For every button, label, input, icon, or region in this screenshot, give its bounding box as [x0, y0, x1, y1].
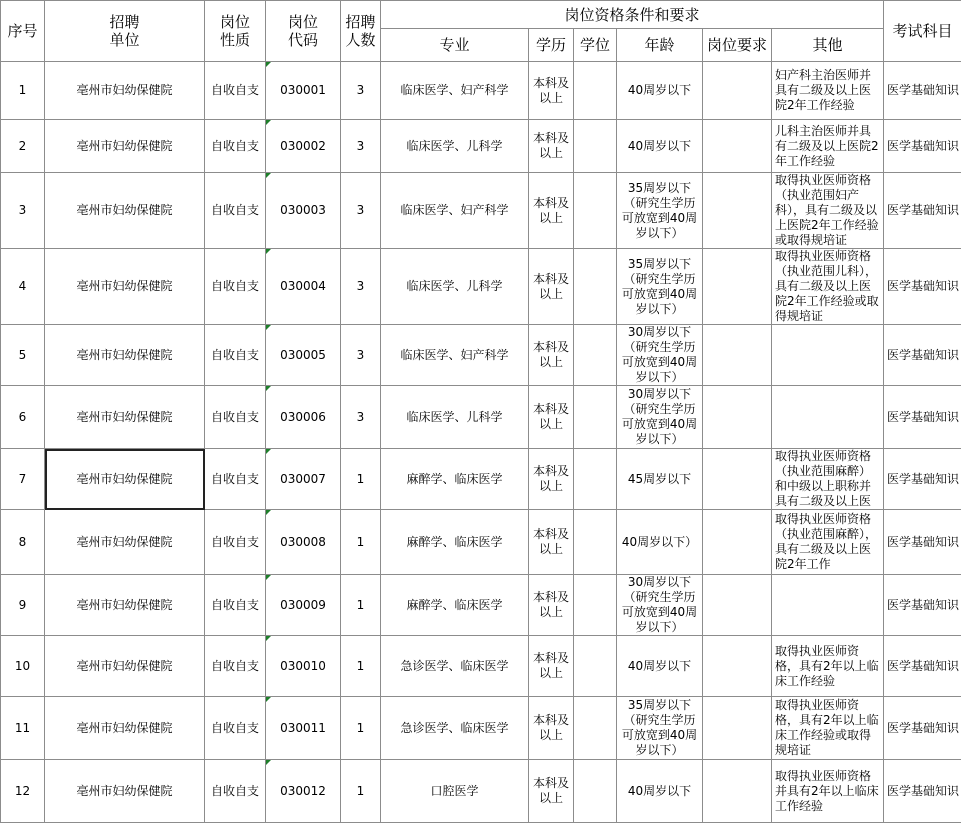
- cell-other[interactable]: 取得执业医师资格，具有2年以上临床工作经验: [772, 636, 884, 697]
- cell-age[interactable]: 40周岁以下: [617, 636, 703, 697]
- cell-age[interactable]: 40周岁以下）: [617, 510, 703, 575]
- cell-req[interactable]: [703, 575, 772, 636]
- cell-unit[interactable]: 亳州市妇幼保健院: [45, 62, 205, 120]
- cell-edu[interactable]: 本科及以上: [529, 386, 574, 449]
- cell-code[interactable]: [266, 697, 341, 760]
- table-row: [1, 62, 961, 120]
- cell-edu[interactable]: 本科及以上: [529, 510, 574, 575]
- comment-marker-icon: [266, 173, 271, 178]
- header-degree: 学位: [574, 29, 617, 62]
- cell-exam[interactable]: 医学基础知识: [884, 449, 961, 510]
- cell-count[interactable]: 1: [341, 575, 381, 636]
- table-row: [1, 325, 961, 386]
- header-exam: 考试科目: [884, 1, 961, 62]
- cell-exam[interactable]: 医学基础知识: [884, 575, 961, 636]
- comment-marker-icon: [266, 120, 271, 125]
- cell-degree[interactable]: [574, 697, 617, 760]
- cell-edu[interactable]: 本科及以上: [529, 449, 574, 510]
- cell-seq[interactable]: 4: [1, 249, 45, 325]
- cell-exam[interactable]: 医学基础知识: [884, 62, 961, 120]
- cell-code[interactable]: [266, 120, 341, 173]
- cell-age[interactable]: 40周岁以下: [617, 760, 703, 823]
- cell-req[interactable]: [703, 697, 772, 760]
- cell-code[interactable]: [266, 325, 341, 386]
- cell-major[interactable]: 急诊医学、临床医学: [381, 636, 529, 697]
- cell-degree[interactable]: [574, 325, 617, 386]
- cell-exam[interactable]: 医学基础知识: [884, 325, 961, 386]
- cell-req[interactable]: [703, 249, 772, 325]
- comment-marker-icon: [266, 386, 271, 391]
- cell-req[interactable]: [703, 386, 772, 449]
- table-row: [1, 697, 961, 760]
- cell-other[interactable]: 取得执业医师资格并具有2年以上临床工作经验: [772, 760, 884, 823]
- cell-count[interactable]: 1: [341, 697, 381, 760]
- cell-other[interactable]: 取得执业医师资格，具有2年以上临床工作经验或取得规培证: [772, 697, 884, 760]
- cell-edu[interactable]: 本科及以上: [529, 575, 574, 636]
- cell-count[interactable]: 3: [341, 173, 381, 249]
- header-group: 岗位资格条件和要求: [381, 1, 884, 29]
- cell-nature[interactable]: 自收自支: [205, 760, 266, 823]
- cell-seq[interactable]: 10: [1, 636, 45, 697]
- comment-marker-icon: [266, 510, 271, 515]
- cell-code[interactable]: [266, 510, 341, 575]
- cell-code-text: 030004: [280, 279, 326, 293]
- comment-marker-icon: [266, 760, 271, 765]
- cell-seq[interactable]: 6: [1, 386, 45, 449]
- cell-nature[interactable]: 自收自支: [205, 62, 266, 120]
- cell-exam[interactable]: 医学基础知识: [884, 510, 961, 575]
- cell-degree[interactable]: [574, 636, 617, 697]
- cell-age[interactable]: 30周岁以下（研究生学历可放宽到40周岁以下）: [617, 325, 703, 386]
- cell-unit[interactable]: 亳州市妇幼保健院: [45, 249, 205, 325]
- cell-other[interactable]: 取得执业医师资格（执业范围麻醉），具有二级及以上医院2年工作: [772, 510, 884, 575]
- cell-exam[interactable]: 医学基础知识: [884, 760, 961, 823]
- cell-code-text: 030001: [280, 83, 326, 97]
- cell-age[interactable]: 35周岁以下（研究生学历可放宽到40周岁以下）: [617, 697, 703, 760]
- cell-degree[interactable]: [574, 173, 617, 249]
- cell-major[interactable]: 临床医学、妇产科学: [381, 173, 529, 249]
- table-row: [1, 449, 961, 510]
- cell-seq[interactable]: 7: [1, 449, 45, 510]
- cell-edu[interactable]: 本科及以上: [529, 325, 574, 386]
- cell-age[interactable]: 40周岁以下: [617, 120, 703, 173]
- cell-code-text: 030006: [280, 410, 326, 424]
- cell-req[interactable]: [703, 760, 772, 823]
- cell-nature[interactable]: 自收自支: [205, 249, 266, 325]
- cell-edu[interactable]: 本科及以上: [529, 697, 574, 760]
- cell-degree[interactable]: [574, 575, 617, 636]
- cell-count[interactable]: 1: [341, 510, 381, 575]
- table-row: [1, 386, 961, 449]
- cell-exam[interactable]: 医学基础知识: [884, 636, 961, 697]
- cell-unit[interactable]: 亳州市妇幼保健院: [45, 697, 205, 760]
- cell-other[interactable]: 取得执业医师资格（执业范围麻醉）和中级以上职称并具有二级及以上医: [772, 449, 884, 510]
- cell-code-text: 030002: [280, 139, 326, 153]
- cell-code-text: 030005: [280, 348, 326, 362]
- cell-major[interactable]: 急诊医学、临床医学: [381, 697, 529, 760]
- cell-count[interactable]: 3: [341, 120, 381, 173]
- cell-unit[interactable]: 亳州市妇幼保健院: [45, 120, 205, 173]
- cell-unit[interactable]: 亳州市妇幼保健院: [45, 636, 205, 697]
- cell-exam[interactable]: 医学基础知识: [884, 120, 961, 173]
- cell-code[interactable]: [266, 575, 341, 636]
- cell-count[interactable]: 1: [341, 760, 381, 823]
- cell-major[interactable]: 口腔医学: [381, 760, 529, 823]
- cell-req[interactable]: [703, 510, 772, 575]
- header-age: 年龄: [617, 29, 703, 62]
- cell-age[interactable]: 30周岁以下（研究生学历可放宽到40周岁以下）: [617, 575, 703, 636]
- cell-seq[interactable]: 9: [1, 575, 45, 636]
- cell-code[interactable]: [266, 249, 341, 325]
- header-seq: 序号: [1, 1, 45, 62]
- cell-age[interactable]: 35周岁以下（研究生学历可放宽到40周岁以下）: [617, 249, 703, 325]
- cell-other[interactable]: [772, 575, 884, 636]
- cell-seq[interactable]: 12: [1, 760, 45, 823]
- cell-code-text: 030011: [280, 721, 326, 735]
- cell-degree[interactable]: [574, 449, 617, 510]
- cell-unit[interactable]: 亳州市妇幼保健院: [45, 760, 205, 823]
- cell-degree[interactable]: [574, 120, 617, 173]
- table-row: [1, 173, 961, 249]
- cell-req[interactable]: [703, 62, 772, 120]
- cell-other[interactable]: 取得执业医师资格（执业范围妇产科），具有二级及以上医院2年工作经验或取得规培证: [772, 173, 884, 249]
- cell-edu[interactable]: 本科及以上: [529, 173, 574, 249]
- cell-exam[interactable]: 医学基础知识: [884, 697, 961, 760]
- header-edu: 学历: [529, 29, 574, 62]
- cell-unit[interactable]: 亳州市妇幼保健院: [45, 325, 205, 386]
- table-header: [1, 1, 961, 62]
- cell-edu[interactable]: 本科及以上: [529, 120, 574, 173]
- cell-nature[interactable]: 自收自支: [205, 325, 266, 386]
- cell-unit[interactable]: 亳州市妇幼保健院: [45, 173, 205, 249]
- cell-seq[interactable]: 11: [1, 697, 45, 760]
- cell-req[interactable]: [703, 173, 772, 249]
- comment-marker-icon: [266, 62, 271, 67]
- header-nature: 岗位 性质: [205, 1, 266, 62]
- cell-count[interactable]: 3: [341, 62, 381, 120]
- cell-age[interactable]: 40周岁以下: [617, 62, 703, 120]
- cell-code[interactable]: [266, 62, 341, 120]
- cell-nature[interactable]: 自收自支: [205, 386, 266, 449]
- cell-exam[interactable]: 医学基础知识: [884, 386, 961, 449]
- cell-count[interactable]: 3: [341, 386, 381, 449]
- cell-code[interactable]: [266, 386, 341, 449]
- cell-code[interactable]: [266, 173, 341, 249]
- cell-major[interactable]: 临床医学、妇产科学: [381, 325, 529, 386]
- cell-nature[interactable]: 自收自支: [205, 120, 266, 173]
- cell-major[interactable]: 麻醉学、临床医学: [381, 575, 529, 636]
- cell-age[interactable]: 30周岁以下（研究生学历可放宽到40周岁以下）: [617, 386, 703, 449]
- cell-other[interactable]: 儿科主治医师并具有二级及以上医院2年工作经验: [772, 120, 884, 173]
- cell-degree[interactable]: [574, 62, 617, 120]
- table-row: [1, 249, 961, 325]
- comment-marker-icon: [266, 325, 271, 330]
- table-row: [1, 510, 961, 575]
- cell-count[interactable]: 1: [341, 636, 381, 697]
- cell-age[interactable]: 35周岁以下（研究生学历可放宽到40周岁以下）: [617, 173, 703, 249]
- header-code: 岗位 代码: [266, 1, 341, 62]
- cell-nature[interactable]: 自收自支: [205, 173, 266, 249]
- comment-marker-icon: [266, 449, 271, 454]
- cell-major[interactable]: 临床医学、儿科学: [381, 386, 529, 449]
- cell-edu[interactable]: 本科及以上: [529, 760, 574, 823]
- cell-code[interactable]: [266, 449, 341, 510]
- cell-major[interactable]: 临床医学、儿科学: [381, 249, 529, 325]
- table-body: [1, 62, 961, 823]
- cell-code[interactable]: [266, 760, 341, 823]
- table-row: [1, 575, 961, 636]
- cell-major[interactable]: 临床医学、妇产科学: [381, 62, 529, 120]
- cell-other[interactable]: 妇产科主治医师并具有二级及以上医院2年工作经验: [772, 62, 884, 120]
- cell-code-text: 030010: [280, 659, 326, 673]
- cell-count[interactable]: 3: [341, 249, 381, 325]
- cell-seq[interactable]: 5: [1, 325, 45, 386]
- cell-seq[interactable]: 8: [1, 510, 45, 575]
- cell-major[interactable]: 麻醉学、临床医学: [381, 449, 529, 510]
- cell-code-text: 030009: [280, 598, 326, 612]
- comment-marker-icon: [266, 249, 271, 254]
- cell-edu[interactable]: 本科及以上: [529, 636, 574, 697]
- cell-seq[interactable]: 1: [1, 62, 45, 120]
- cell-edu[interactable]: 本科及以上: [529, 62, 574, 120]
- cell-req[interactable]: [703, 325, 772, 386]
- cell-degree[interactable]: [574, 249, 617, 325]
- header-major: 专业: [381, 29, 529, 62]
- cell-nature[interactable]: 自收自支: [205, 575, 266, 636]
- cell-code-text: 030003: [280, 203, 326, 217]
- table-row: [1, 120, 961, 173]
- cell-code-text: 030008: [280, 535, 326, 549]
- cell-unit[interactable]: 亳州市妇幼保健院: [45, 575, 205, 636]
- cell-count[interactable]: 1: [341, 449, 381, 510]
- comment-marker-icon: [266, 697, 271, 702]
- cell-other[interactable]: [772, 386, 884, 449]
- cell-edu[interactable]: 本科及以上: [529, 249, 574, 325]
- cell-seq[interactable]: 2: [1, 120, 45, 173]
- cell-exam[interactable]: 医学基础知识: [884, 173, 961, 249]
- comment-marker-icon: [266, 636, 271, 641]
- cell-major[interactable]: 麻醉学、临床医学: [381, 510, 529, 575]
- cell-other[interactable]: [772, 325, 884, 386]
- cell-major[interactable]: 临床医学、儿科学: [381, 120, 529, 173]
- cell-degree[interactable]: [574, 510, 617, 575]
- table-row: [1, 760, 961, 823]
- cell-unit[interactable]: 亳州市妇幼保健院: [45, 449, 205, 510]
- cell-degree[interactable]: [574, 386, 617, 449]
- cell-other[interactable]: 取得执业医师资格（执业范围儿科），具有二级及以上医院2年工作经验或取得规培证: [772, 249, 884, 325]
- cell-unit[interactable]: 亳州市妇幼保健院: [45, 386, 205, 449]
- comment-marker-icon: [266, 575, 271, 580]
- cell-count[interactable]: 3: [341, 325, 381, 386]
- cell-req[interactable]: [703, 636, 772, 697]
- header-other: 其他: [772, 29, 884, 62]
- cell-code[interactable]: [266, 636, 341, 697]
- cell-code-text: 030007: [280, 472, 326, 486]
- cell-nature[interactable]: 自收自支: [205, 510, 266, 575]
- table-row: [1, 636, 961, 697]
- cell-code-text: 030012: [280, 784, 326, 798]
- cell-req[interactable]: [703, 120, 772, 173]
- header-count: 招聘 人数: [341, 1, 381, 62]
- cell-req[interactable]: [703, 449, 772, 510]
- cell-nature[interactable]: 自收自支: [205, 636, 266, 697]
- header-req: 岗位要求: [703, 29, 772, 62]
- cell-unit[interactable]: 亳州市妇幼保健院: [45, 510, 205, 575]
- cell-age[interactable]: 45周岁以下: [617, 449, 703, 510]
- cell-degree[interactable]: [574, 760, 617, 823]
- cell-seq[interactable]: 3: [1, 173, 45, 249]
- cell-exam[interactable]: 医学基础知识: [884, 249, 961, 325]
- cell-nature[interactable]: 自收自支: [205, 449, 266, 510]
- header-unit: 招聘 单位: [45, 1, 205, 62]
- cell-nature[interactable]: 自收自支: [205, 697, 266, 760]
